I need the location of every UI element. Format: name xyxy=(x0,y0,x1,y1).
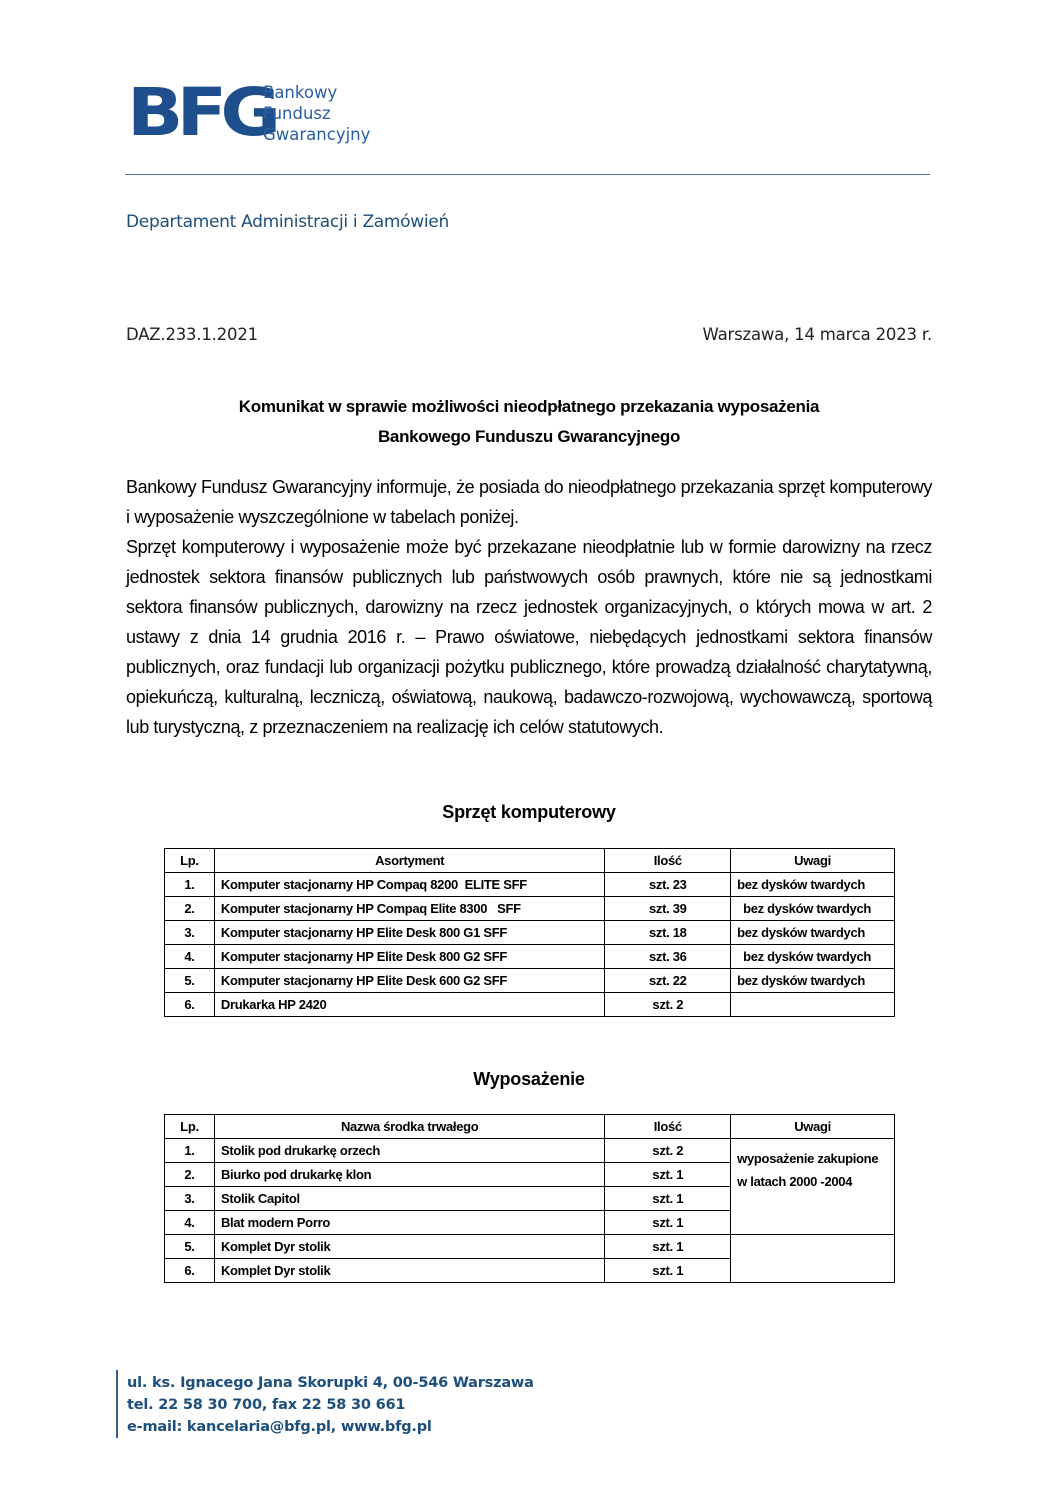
footer-phone: tel. 22 58 30 700, fax 22 58 30 661 xyxy=(127,1397,406,1413)
header-uwagi: Uwagi xyxy=(731,849,895,873)
table-row xyxy=(165,873,895,897)
header-lp: Lp. xyxy=(165,1115,215,1139)
header-asortyment: Asortyment xyxy=(214,849,605,873)
cell-lp: 1. xyxy=(165,873,215,897)
cell-qty: szt. 1 xyxy=(605,1235,731,1259)
cell-name: Komputer stacjonarny HP Elite Desk 600 G2 SFF xyxy=(214,969,605,993)
equipment-table xyxy=(164,1114,895,1283)
cell-name: Komputer stacjonarny HP Elite Desk 800 G1 SFF xyxy=(214,921,605,945)
cell-note-merged-2 xyxy=(731,1235,895,1283)
bfg-logo xyxy=(127,74,387,151)
header-nazwa: Nazwa środka trwałego xyxy=(214,1115,604,1139)
cell-note: bez dysków twardych xyxy=(731,873,895,897)
header-lp: Lp. xyxy=(165,849,215,873)
footer-accent-bar xyxy=(116,1370,118,1438)
cell-qty: szt. 2 xyxy=(605,1139,731,1163)
table-row xyxy=(165,1235,895,1259)
cell-lp: 4. xyxy=(165,945,215,969)
computers-table xyxy=(164,848,895,1017)
logo-line-3: Gwarancyjny xyxy=(263,125,371,144)
cell-lp: 5. xyxy=(165,1235,215,1259)
cell-name: Komplet Dyr stolik xyxy=(214,1259,604,1283)
cell-qty: szt. 36 xyxy=(605,945,731,969)
cell-name: Biurko pod drukarkę klon xyxy=(214,1163,604,1187)
header-uwagi: Uwagi xyxy=(731,1115,895,1139)
table-row xyxy=(165,897,895,921)
cell-lp: 3. xyxy=(165,1187,215,1211)
table-header-row xyxy=(165,849,895,873)
document-date: Warszawa, 14 marca 2023 r. xyxy=(702,325,932,344)
footer-contact xyxy=(127,1372,534,1438)
cell-lp: 6. xyxy=(165,1259,215,1283)
document-title xyxy=(126,392,932,452)
logo-mark: BFG xyxy=(127,74,275,151)
title-line-2: Bankowego Funduszu Gwarancyjnego xyxy=(377,427,681,446)
header-divider xyxy=(125,174,930,175)
table-row xyxy=(165,921,895,945)
cell-lp: 6. xyxy=(165,993,215,1017)
cell-name: Blat modern Porro xyxy=(214,1211,604,1235)
department-name: Departament Administracji i Zamówień xyxy=(126,212,449,232)
cell-lp: 2. xyxy=(165,1163,215,1187)
equipment-heading: Wyposażenie xyxy=(473,1069,585,1089)
reference-number: DAZ.233.1.2021 xyxy=(126,325,258,344)
cell-qty: szt. 22 xyxy=(605,969,731,993)
table-row xyxy=(165,945,895,969)
table-header-row xyxy=(165,1115,895,1139)
cell-note: bez dysków twardych xyxy=(731,969,895,993)
footer-email: e-mail: kancelaria@bfg.pl, www.bfg.pl xyxy=(127,1419,432,1435)
cell-qty: szt. 39 xyxy=(605,897,731,921)
cell-note: bez dysków twardych xyxy=(731,945,895,969)
cell-qty: szt. 1 xyxy=(605,1211,731,1235)
cell-lp: 1. xyxy=(165,1139,215,1163)
cell-lp: 3. xyxy=(165,921,215,945)
cell-name: Stolik Capitol xyxy=(214,1187,604,1211)
logo-line-1: Bankowy xyxy=(263,83,338,102)
body-paragraph-2: Sprzęt komputerowy i wyposażenie może być przekazane nieodpłatnie lub w formie darowizny na rzecz jednostek sektora finansów publicznych lub państwowych osób prawnych, które nie są jednostkami sektora finansów publicznych, darowizny na rzecz jednostek organizacyjnych, o których mowa w art. 2 ustawy z dnia 14 grudnia 2016 r. – Prawo oświatowe, niebędących jednostkami sektora finansów publicznych, oraz fundacji lub organizacji pożytku publicznego, które prowadzą działalność charytatywną, opiekuńczą, kulturalną, leczniczą, oświatową, naukową, badawczo-rozwojową, wychowawczą, sportową lub turystyczną, z przeznaczeniem na realizację ich celów statutowych. xyxy=(126,537,932,737)
cell-qty: szt. 2 xyxy=(605,993,731,1017)
cell-qty: szt. 18 xyxy=(605,921,731,945)
cell-name: Komputer stacjonarny HP Elite Desk 800 G2 SFF xyxy=(214,945,605,969)
table-row xyxy=(165,1139,895,1163)
table-row xyxy=(165,969,895,993)
cell-qty: szt. 1 xyxy=(605,1187,731,1211)
header-ilosc: Ilość xyxy=(605,1115,731,1139)
cell-note xyxy=(731,993,895,1017)
cell-qty: szt. 1 xyxy=(605,1163,731,1187)
cell-name: Komplet Dyr stolik xyxy=(214,1235,604,1259)
cell-note: bez dysków twardych xyxy=(731,897,895,921)
title-line-1: Komunikat w sprawie możliwości nieodpłatnego przekazania wyposażenia xyxy=(238,397,820,416)
cell-name: Stolik pod drukarkę orzech xyxy=(214,1139,604,1163)
cell-lp: 2. xyxy=(165,897,215,921)
document-body xyxy=(126,472,932,742)
logo-line-2: Fundusz xyxy=(263,104,331,123)
cell-lp: 5. xyxy=(165,969,215,993)
header-ilosc: Ilość xyxy=(605,849,731,873)
cell-qty: szt. 1 xyxy=(605,1259,731,1283)
cell-name: Komputer stacjonarny HP Compaq 8200 ELITE SFF xyxy=(214,873,605,897)
body-paragraph-1: Bankowy Fundusz Gwarancyjny informuje, że posiada do nieodpłatnego przekazania sprzęt komputerowy i wyposażenie wyszczególnione w tabelach poniżej. xyxy=(126,477,932,527)
cell-lp: 4. xyxy=(165,1211,215,1235)
table-row xyxy=(165,993,895,1017)
logo-wordmark xyxy=(263,82,370,145)
cell-name: Drukarka HP 2420 xyxy=(214,993,605,1017)
cell-note: bez dysków twardych xyxy=(731,921,895,945)
cell-note-merged: wyposażenie zakupione w latach 2000 -2004 xyxy=(731,1139,895,1235)
computers-heading: Sprzęt komputerowy xyxy=(442,802,616,822)
cell-qty: szt. 23 xyxy=(605,873,731,897)
footer-address: ul. ks. Ignacego Jana Skorupki 4, 00-546 Warszawa xyxy=(127,1375,534,1391)
cell-name: Komputer stacjonarny HP Compaq Elite 8300 SFF xyxy=(214,897,605,921)
